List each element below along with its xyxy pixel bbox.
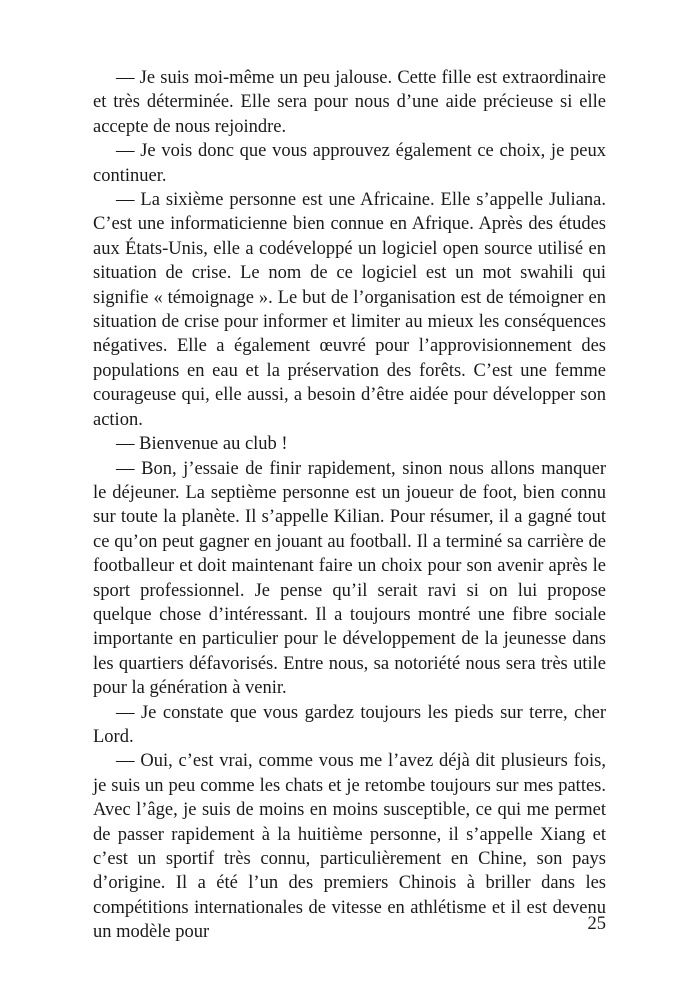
paragraph-approuvez: — Je vois donc que vous approuvez également ce choix, je peux continuer. [93, 141, 606, 186]
page-body [93, 66, 606, 945]
paragraph-jalouse: — Je suis moi-même un peu jalouse. Cette fille est extraordinaire et très déterminée. Elle sera pour nous d’une aide précieuse si elle accepte de nous rejoindre. [93, 68, 606, 137]
paragraph-bienvenue: — Bienvenue au club ! [116, 434, 288, 455]
page-number: 25 [587, 914, 606, 934]
paragraph-juliana: — La sixième personne est une Africaine. Elle s’appelle Juliana. C’est une informaticienne bien connue en Afrique. Après des études aux États-Unis, elle a codéveloppé un logiciel open source utilisé en situation de crise. Le nom de ce logiciel est un mot swahili qui signifie « témoignage ». Le but de l’organisation est de témoigner en situation de crise pour informer et limiter au mieux les conséquences négatives. Elle a également œuvré pour l’approvisionnement des populations en eau et la préservation des forêts. C’est une femme courageuse qui, elle aussi, a besoin d’être aidée pour développer son action. [93, 190, 606, 430]
paragraph-constate: — Je constate que vous gardez toujours les pieds sur terre, cher Lord. [93, 702, 606, 747]
paragraph-xiang: — Oui, c’est vrai, comme vous me l’avez déjà dit plusieurs fois, je suis un peu comme les chats et je retombe toujours sur mes pattes. Avec l’âge, je suis de moins en moins susceptible, ce qui me permet de passer rapidement à la huitième personne, il s’appelle Xiang et c’est un sportif très connu, particulièrement en Chine, son pays d’origine. Il a été l’un des premiers Chinois à briller dans les compétitions internationales de vitesse en athlétisme et il est devenu un modèle pour [93, 751, 606, 943]
paragraph-kilian: — Bon, j’essaie de finir rapidement, sinon nous allons manquer le déjeuner. La septième personne est un joueur de foot, bien connu sur toute la planète. Il s’appelle Kilian. Pour résumer, il a gagné tout ce qu’on peut gagner en jouant au football. Il a terminé sa carrière de footballeur et doit maintenant faire un choix pour son avenir après le sport professionnel. Je pense qu’il serait ravi si on lui propose quelque chose d’intéressant. Il a toujours montré une fibre sociale importante en particulier pour le développement de la jeunesse dans les quartiers défavorisés. Entre nous, sa notoriété nous sera très utile pour la génération à venir. [93, 458, 606, 699]
